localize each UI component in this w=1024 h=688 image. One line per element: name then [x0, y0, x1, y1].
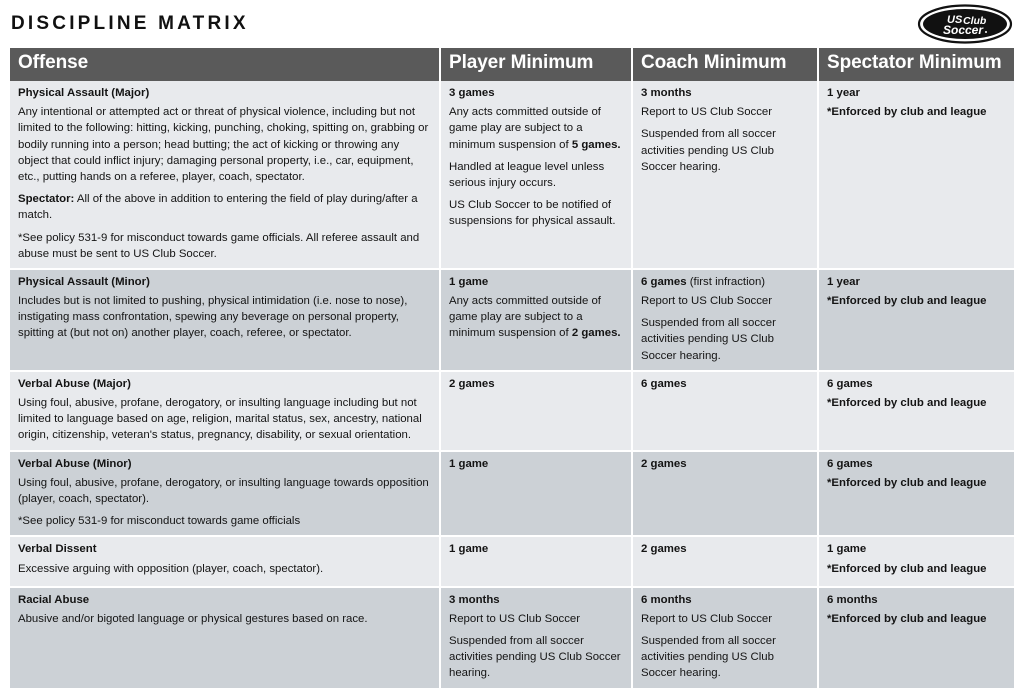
cell-spectator-minimum [818, 371, 1014, 451]
offense-paragraph: Abusive and/or bigoted language or physical gestures based on race. [18, 612, 368, 625]
cell-player-minimum [440, 451, 632, 537]
cell-spectator-minimum [818, 81, 1014, 269]
cell-coach-minimum [632, 536, 818, 586]
header-row [10, 48, 1014, 81]
cell-player-minimum [440, 81, 632, 269]
spectator-minimum-value: 6 months [827, 593, 878, 606]
cell-coach-minimum [632, 451, 818, 537]
cell-coach-minimum [632, 587, 818, 688]
spectator-minimum-value: 1 year [827, 87, 860, 99]
offense-paragraph: Includes but is not limited to pushing, physical intimidation (i.e. nose to nose), instigating mass confrontation, spewing any beverage on personal property, spitting at (but not on) another player, coach, referee, or spectator. [18, 295, 408, 340]
offense-paragraph: Spectator: All of the above in addition to entering the field of play during/after a match. [18, 193, 418, 222]
coach-minimum-value: 6 games [641, 377, 687, 390]
player-minimum-value: 1 game [449, 275, 489, 288]
cell-spectator-minimum [818, 269, 1014, 371]
offense-title: Physical Assault (Major) [18, 87, 150, 99]
cell-offense [10, 371, 440, 451]
table-row [10, 269, 1014, 371]
svg-text:Soccer: Soccer [943, 23, 984, 37]
coach-minimum-note: Report to US Club Soccer [641, 295, 773, 308]
cell-player-minimum [440, 536, 632, 586]
offense-title: Verbal Abuse (Minor) [18, 457, 132, 470]
page-title: DISCIPLINE MATRIX [11, 13, 249, 34]
cell-coach-minimum [632, 371, 818, 451]
spectator-enforcement-note: *Enforced by club and league [827, 612, 987, 625]
spectator-enforcement-note: *Enforced by club and league [827, 397, 987, 409]
player-minimum-note: Any acts committed outside of game play are subject to a minimum suspension of 5 games. [449, 106, 621, 151]
player-minimum-value: 3 games [449, 87, 495, 99]
cell-coach-minimum [632, 269, 818, 371]
coach-minimum-value: 6 months [641, 593, 692, 606]
offense-paragraph: Using foul, abusive, profane, derogatory, or insulting language towards opposition (player, coach, spectator). [18, 476, 429, 505]
cell-offense [10, 451, 440, 537]
us-club-soccer-logo [917, 3, 1013, 45]
cell-spectator-minimum [818, 587, 1014, 688]
cell-spectator-minimum [818, 451, 1014, 537]
coach-minimum-note: Report to US Club Soccer [641, 106, 773, 119]
offense-title: Physical Assault (Minor) [18, 275, 150, 288]
spectator-enforcement-note: *Enforced by club and league [827, 106, 987, 119]
cell-player-minimum [440, 269, 632, 371]
player-minimum-note: US Club Soccer to be notified of suspensions for physical assault. [449, 199, 616, 228]
spectator-enforcement-note: *Enforced by club and league [827, 562, 987, 575]
player-minimum-value: 3 months [449, 593, 500, 606]
cell-coach-minimum [632, 81, 818, 269]
table-row [10, 81, 1014, 269]
offense-paragraph: *See policy 531-9 for misconduct towards game officials. All referee assault and abuse must be sent to US Club Soccer. [18, 231, 420, 260]
offense-paragraph: Any intentional or attempted act or threat of physical violence, including but not limited to the following: hitting, kicking, punching, choking, spitting on, grabbing or bodily running into a person; head butting; the act of kicking or throwing any object that could inflict injury; damaging personal property, i.e., car, equipment, etc., putting hands on a referee, player, coach, spectator. [18, 106, 429, 183]
cell-offense [10, 81, 440, 269]
discipline-matrix-table [10, 48, 1014, 688]
coach-minimum-value: 6 games (first infraction) [641, 275, 766, 288]
cell-offense [10, 587, 440, 688]
offense-title: Racial Abuse [18, 593, 90, 606]
spectator-minimum-value: 1 year [827, 275, 860, 288]
coach-minimum-note: Suspended from all soccer activities pending US Club Soccer hearing. [641, 635, 776, 680]
cell-player-minimum [440, 371, 632, 451]
table-row [10, 451, 1014, 537]
column-header-offense: Offense [10, 48, 440, 81]
player-minimum-note: Suspended from all soccer activities pending US Club Soccer hearing. [449, 635, 621, 680]
coach-minimum-value: 3 months [641, 87, 692, 99]
title-bar [0, 0, 1024, 48]
offense-title: Verbal Dissent [18, 543, 97, 556]
coach-minimum-value: 2 games [641, 543, 687, 556]
table-row [10, 371, 1014, 451]
cell-player-minimum [440, 587, 632, 688]
spectator-minimum-value: 6 games [827, 457, 873, 470]
svg-text:Club: Club [963, 15, 987, 27]
coach-minimum-note: Report to US Club Soccer [641, 612, 773, 625]
offense-paragraph: Using foul, abusive, profane, derogatory, or insulting language including but not limited to language based on age, religion, marital status, sex, ancestry, national origin, citizenship, veteran's status, pregnancy, disability, or sexual orientation. [18, 397, 422, 442]
player-minimum-note: Report to US Club Soccer [449, 612, 581, 625]
offense-title: Verbal Abuse (Major) [18, 377, 131, 390]
coach-minimum-note: Suspended from all soccer activities pending US Club Soccer hearing. [641, 317, 776, 362]
column-header-spectator-minimum: Spectator Minimum [818, 48, 1014, 81]
coach-minimum-qualifier: (first infraction) [689, 275, 766, 288]
column-header-player-minimum: Player Minimum [440, 48, 632, 81]
player-minimum-value: 1 game [449, 543, 489, 556]
column-header-coach-minimum: Coach Minimum [632, 48, 818, 81]
coach-minimum-value: 2 games [641, 457, 687, 470]
table-body [10, 81, 1014, 688]
svg-text:US: US [947, 14, 963, 26]
player-minimum-value: 2 games [449, 377, 495, 390]
offense-paragraph: *See policy 531-9 for misconduct towards game officials [18, 515, 301, 528]
cell-spectator-minimum [818, 536, 1014, 586]
player-minimum-note: Any acts committed outside of game play are subject to a minimum suspension of 2 games. [449, 295, 621, 340]
spectator-minimum-value: 1 game [827, 543, 867, 556]
table-header [10, 48, 1014, 81]
table-row [10, 536, 1014, 586]
player-minimum-value: 1 game [449, 457, 489, 470]
spectator-minimum-value: 6 games [827, 377, 873, 390]
offense-paragraph: Excessive arguing with opposition (player, coach, spectator). [18, 562, 324, 575]
table-row [10, 587, 1014, 688]
coach-minimum-note: Suspended from all soccer activities pending US Club Soccer hearing. [641, 128, 776, 173]
cell-offense [10, 536, 440, 586]
spectator-enforcement-note: *Enforced by club and league [827, 476, 987, 489]
cell-offense [10, 269, 440, 371]
spectator-enforcement-note: *Enforced by club and league [827, 295, 987, 308]
player-minimum-note: Handled at league level unless serious injury occurs. [449, 160, 605, 189]
